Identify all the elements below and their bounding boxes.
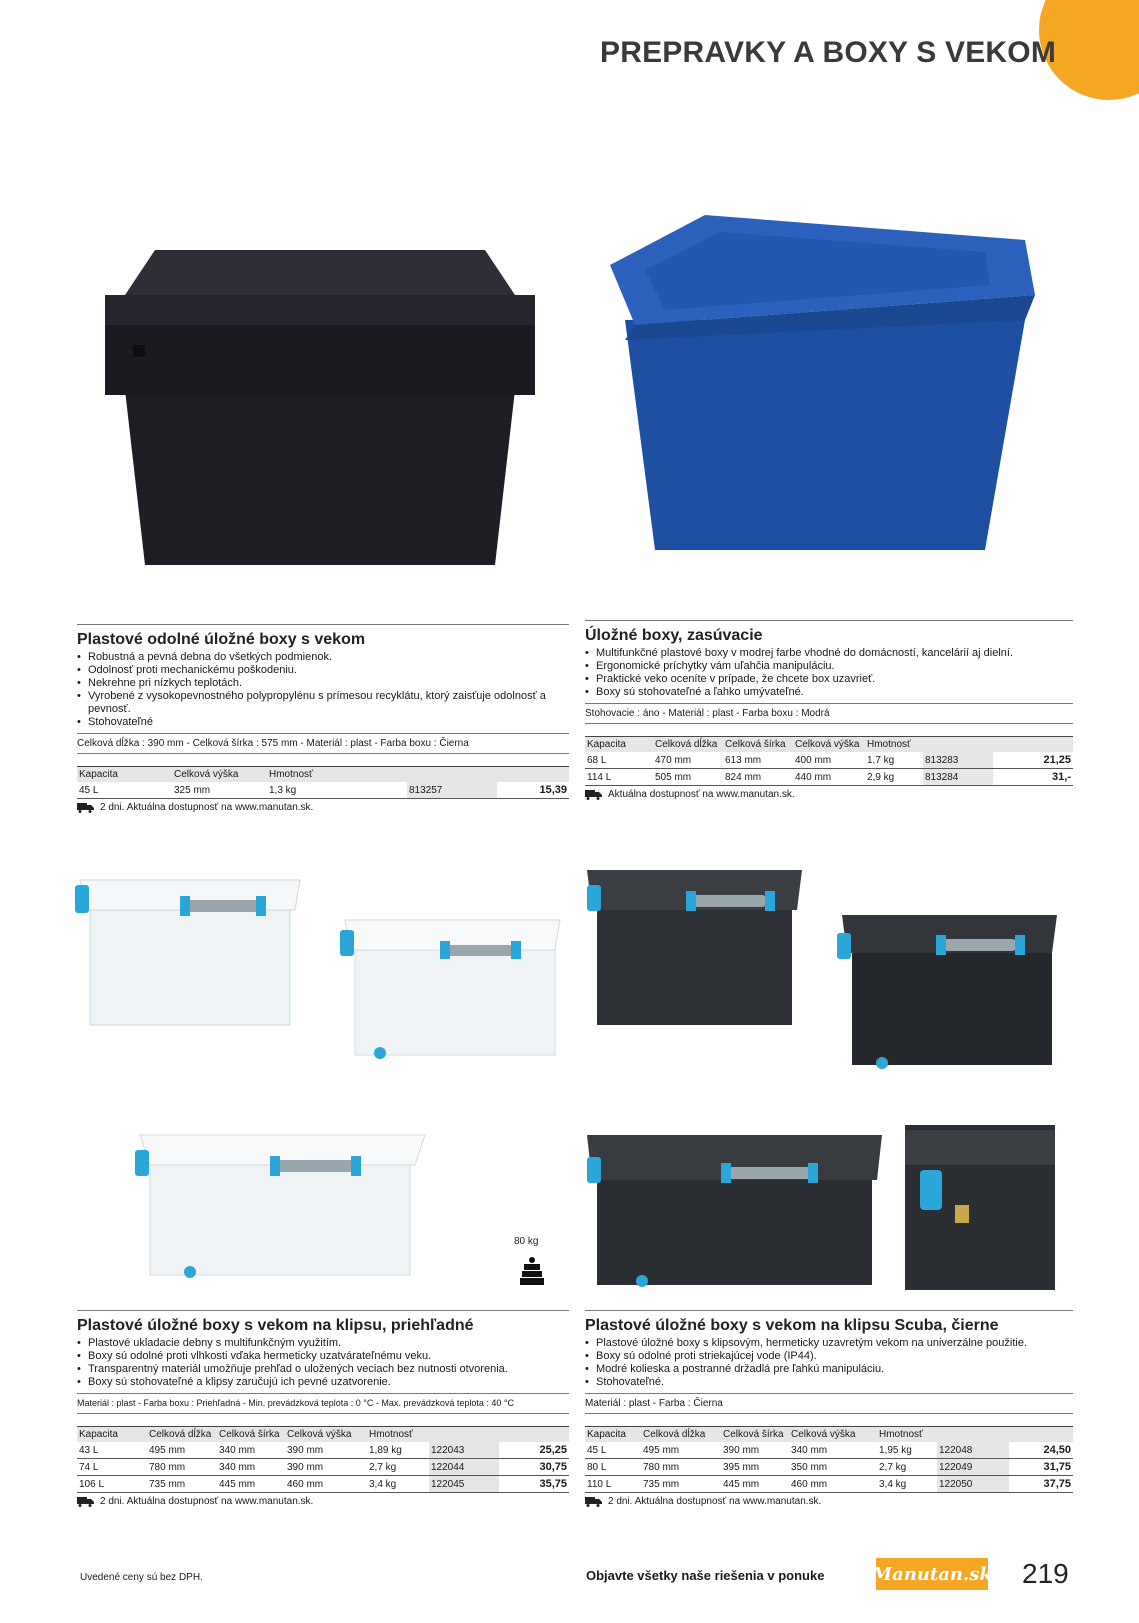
cell-price: 31,- (993, 769, 1073, 786)
cell-width: 395 mm (721, 1459, 789, 1476)
feature-item: • Stohovateľné. (585, 1376, 1073, 1389)
cell-price: 37,75 (1009, 1476, 1073, 1493)
column-header (497, 767, 569, 783)
column-header: Kapacita (77, 767, 172, 783)
cell-height: 325 mm (172, 782, 267, 799)
feature-item: • Boxy sú odolné proti vlhkosti vďaka hermeticky uzatvárateľnému veku. (77, 1350, 569, 1363)
cell-capacity: 80 L (585, 1459, 641, 1476)
spec-line: Materiál : plast - Farba boxu : Priehľadná - Min. prevádzková teplota : 0 °C - Max. prevádzková teplota : 40 °C (77, 1393, 569, 1414)
cell-width: 340 mm (217, 1459, 285, 1476)
column-header (429, 1427, 499, 1443)
product-table (585, 1426, 1073, 1493)
delivery-info (585, 789, 1073, 800)
feature-item: • Modré kolieska a postranné držadlá pre ľahkú manipuláciu. (585, 1363, 1073, 1376)
table-row (77, 1459, 569, 1476)
cell-width: 824 mm (723, 769, 793, 786)
cell-weight: 1,7 kg (865, 752, 923, 769)
section-title: Plastové úložné boxy s vekom na klipsu, priehľadné (77, 1310, 569, 1335)
feature-item: • Transparentný materiál umožňuje prehľad o uložených veciach bez nutnosti otvorenia. (77, 1363, 569, 1376)
product-section-transparent-boxes (77, 1310, 569, 1507)
product-table (77, 1426, 569, 1493)
transparent-box-74l-image (335, 905, 570, 1060)
column-header: Celková výška (172, 767, 267, 783)
table-row (77, 1442, 569, 1459)
section-title: Úložné boxy, zasúvacie (585, 620, 1073, 645)
footer-cta-text: Objavte všetky naše riešenia v ponuke (586, 1568, 825, 1583)
column-header: Celková dĺžka (641, 1427, 721, 1443)
feature-item: • Vyrobené z vysokopevnostného polypropylénu s prímesou recyklátu, ktorý zaisťuje odolnosť a pevnosť. (77, 690, 569, 716)
feature-list (77, 1337, 569, 1389)
column-header: Kapacita (585, 737, 653, 753)
column-header: Celková dĺžka (147, 1427, 217, 1443)
column-header (499, 1427, 569, 1443)
price-note: Uvedené ceny sú bez DPH. (80, 1572, 203, 1583)
cell-height: 400 mm (793, 752, 865, 769)
cell-capacity: 106 L (77, 1476, 147, 1493)
cell-height: 460 mm (789, 1476, 877, 1493)
cell-product-code: 813283 (923, 752, 993, 769)
table-row (585, 1442, 1073, 1459)
column-header: Kapacita (77, 1427, 147, 1443)
black-box-image (95, 240, 545, 570)
cell-height: 390 mm (285, 1442, 367, 1459)
feature-item: • Stohovateľné (77, 716, 569, 729)
feature-list (585, 647, 1073, 699)
column-header (937, 1427, 1009, 1443)
column-header: Celková šírka (217, 1427, 285, 1443)
column-header: Celková výška (789, 1427, 877, 1443)
feature-item: • Ergonomické príchytky vám uľahčia manipuláciu. (585, 660, 1073, 673)
cell-width: 340 mm (217, 1442, 285, 1459)
delivery-info (585, 1496, 1073, 1507)
table-row (585, 1476, 1073, 1493)
cell-price: 24,50 (1009, 1442, 1073, 1459)
cell-capacity: 68 L (585, 752, 653, 769)
cell-height: 340 mm (789, 1442, 877, 1459)
column-header (993, 737, 1073, 753)
table-row (585, 752, 1073, 769)
feature-list (77, 651, 569, 729)
feature-item: • Nekrehne pri nízkych teplotách. (77, 677, 569, 690)
delivery-text: Aktuálna dostupnosť na www.manutan.sk. (608, 789, 795, 800)
cell-length: 735 mm (147, 1476, 217, 1493)
cell-weight: 2,9 kg (865, 769, 923, 786)
cell-length: 780 mm (641, 1459, 721, 1476)
cell-capacity: 45 L (77, 782, 172, 799)
feature-item: • Odolnosť proti mechanickému poškodeniu. (77, 664, 569, 677)
cell-height: 440 mm (793, 769, 865, 786)
column-header: Kapacita (585, 1427, 641, 1443)
scuba-box-detail-image (905, 1125, 1055, 1290)
cell-length: 470 mm (653, 752, 723, 769)
cell-length: 780 mm (147, 1459, 217, 1476)
blue-box-image (585, 210, 1060, 570)
weight-load-icon (520, 1256, 544, 1286)
column-header: Hmotnosť (877, 1427, 937, 1443)
manutan-logo[interactable]: Manutan.sk (876, 1558, 988, 1590)
delivery-info (77, 1496, 569, 1507)
cell-width: 390 mm (721, 1442, 789, 1459)
table-row (585, 769, 1073, 786)
cell-weight: 3,4 kg (877, 1476, 937, 1493)
cell-width: 445 mm (217, 1476, 285, 1493)
feature-item: • Praktické veko oceníte v prípade, že chcete box uzavrieť. (585, 673, 1073, 686)
column-header: Celková šírka (721, 1427, 789, 1443)
cell-length: 495 mm (147, 1442, 217, 1459)
cell-height: 460 mm (285, 1476, 367, 1493)
transparent-box-106l-image (130, 1120, 430, 1280)
cell-capacity: 110 L (585, 1476, 641, 1493)
load-capacity-label: 80 kg (514, 1236, 539, 1247)
cell-price: 25,25 (499, 1442, 569, 1459)
cell-product-code: 122044 (429, 1459, 499, 1476)
cell-product-code: 122043 (429, 1442, 499, 1459)
cell-capacity: 45 L (585, 1442, 641, 1459)
column-header: Celková šírka (723, 737, 793, 753)
product-section-black-boxes (77, 624, 569, 813)
feature-item: • Boxy sú stohovateľné a ľahko umývateľné. (585, 686, 1073, 699)
product-table (585, 736, 1073, 786)
truck-icon (585, 1497, 602, 1507)
cell-weight: 3,4 kg (367, 1476, 429, 1493)
feature-list (585, 1337, 1073, 1389)
column-header (407, 767, 497, 783)
cell-capacity: 43 L (77, 1442, 147, 1459)
cell-weight: 1,3 kg (267, 782, 407, 799)
cell-price: 21,25 (993, 752, 1073, 769)
cell-length: 505 mm (653, 769, 723, 786)
column-header: Hmotnosť (865, 737, 923, 753)
cell-weight: 1,95 kg (877, 1442, 937, 1459)
cell-width: 445 mm (721, 1476, 789, 1493)
delivery-text: 2 dni. Aktuálna dostupnosť na www.manutan.sk. (100, 802, 314, 813)
cell-width: 613 mm (723, 752, 793, 769)
product-section-scuba-boxes (585, 1310, 1073, 1507)
cell-length: 735 mm (641, 1476, 721, 1493)
table-row (77, 782, 569, 799)
cell-capacity: 114 L (585, 769, 653, 786)
table-row (77, 1476, 569, 1493)
column-header: Celková výška (793, 737, 865, 753)
section-title: Plastové úložné boxy s vekom na klipsu Scuba, čierne (585, 1310, 1073, 1335)
scuba-box-80l-image (832, 905, 1062, 1070)
product-table (77, 766, 569, 799)
spec-line: Materiál : plast - Farba : Čierna (585, 1393, 1073, 1414)
truck-icon (77, 803, 94, 813)
feature-item: • Plastové ukladacie debny s multifunkčným využitím. (77, 1337, 569, 1350)
table-row (585, 1459, 1073, 1476)
transparent-box-43l-image (70, 860, 310, 1030)
cell-product-code: 813257 (407, 782, 497, 799)
delivery-info (77, 802, 569, 813)
cell-price: 35,75 (499, 1476, 569, 1493)
cell-product-code: 813284 (923, 769, 993, 786)
cell-weight: 2,7 kg (367, 1459, 429, 1476)
column-header (923, 737, 993, 753)
section-title: Plastové odolné úložné boxy s vekom (77, 624, 569, 649)
cell-weight: 2,7 kg (877, 1459, 937, 1476)
scuba-box-45l-image (582, 855, 807, 1030)
feature-item: • Boxy sú odolné proti striekajúcej vode (IP44). (585, 1350, 1073, 1363)
spec-line: Celková dĺžka : 390 mm - Celková šírka : 575 mm - Materiál : plast - Farba boxu : Čierna (77, 733, 569, 754)
product-section-blue-boxes (585, 620, 1073, 800)
cell-length: 495 mm (641, 1442, 721, 1459)
column-header: Celková výška (285, 1427, 367, 1443)
cell-height: 390 mm (285, 1459, 367, 1476)
cell-product-code: 122049 (937, 1459, 1009, 1476)
scuba-box-110l-image (582, 1125, 887, 1290)
truck-icon (585, 790, 602, 800)
column-header: Celková dĺžka (653, 737, 723, 753)
cell-product-code: 122045 (429, 1476, 499, 1493)
truck-icon (77, 1497, 94, 1507)
delivery-text: 2 dni. Aktuálna dostupnosť na www.manutan.sk. (608, 1496, 822, 1507)
cell-product-code: 122050 (937, 1476, 1009, 1493)
column-header: Hmotnosť (267, 767, 407, 783)
column-header: Hmotnosť (367, 1427, 429, 1443)
page-number: 219 (1022, 1558, 1069, 1589)
cell-height: 350 mm (789, 1459, 877, 1476)
spec-line: Stohovacie : áno - Materiál : plast - Farba boxu : Modrá (585, 703, 1073, 724)
feature-item: • Boxy sú stohovateľné a klipsy zaručujú ich pevné uzatvorenie. (77, 1376, 569, 1389)
cell-capacity: 74 L (77, 1459, 147, 1476)
cell-product-code: 122048 (937, 1442, 1009, 1459)
delivery-text: 2 dni. Aktuálna dostupnosť na www.manutan.sk. (100, 1496, 314, 1507)
cell-price: 15,39 (497, 782, 569, 799)
feature-item: • Plastové úložné boxy s klipsovým, hermeticky uzavretým vekom na univerzálne použitie. (585, 1337, 1073, 1350)
cell-price: 30,75 (499, 1459, 569, 1476)
feature-item: • Robustná a pevná debna do všetkých podmienok. (77, 651, 569, 664)
feature-item: • Multifunkčné plastové boxy v modrej farbe vhodné do domácností, kancelárií aj dielní. (585, 647, 1073, 660)
column-header (1009, 1427, 1073, 1443)
page-title: PREPRAVKY A BOXY S VEKOM (600, 36, 1057, 69)
cell-weight: 1,89 kg (367, 1442, 429, 1459)
cell-price: 31,75 (1009, 1459, 1073, 1476)
